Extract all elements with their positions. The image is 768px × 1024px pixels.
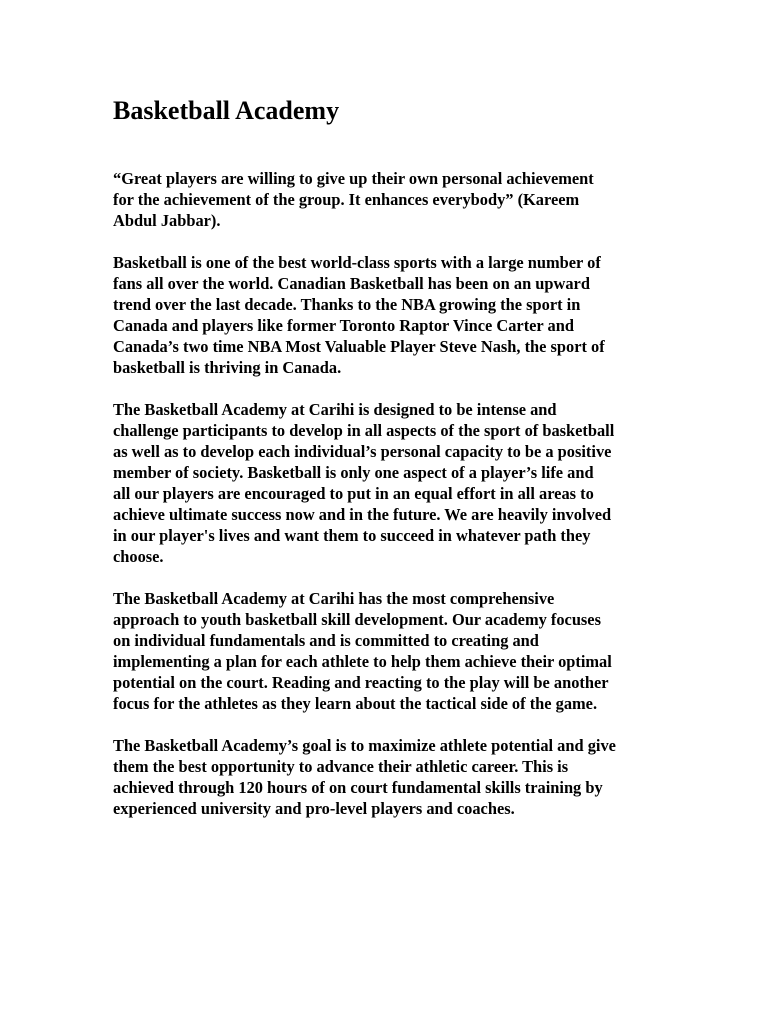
text-line: Basketball is one of the best world-class sports with a large number of bbox=[113, 253, 601, 272]
text-line: in our player's lives and want them to succeed in whatever path they bbox=[113, 526, 591, 545]
text-line: challenge participants to develop in all aspects of the sport of basketball bbox=[113, 421, 615, 440]
text-line: potential on the court. Reading and reacting to the play will be another bbox=[113, 673, 609, 692]
text-line: focus for the athletes as they learn about the tactical side of the game. bbox=[113, 694, 598, 713]
document-page bbox=[113, 96, 661, 840]
text-line: approach to youth basketball skill development. Our academy focuses bbox=[113, 610, 601, 629]
text-line: for the achievement of the group. It enhances everybody” (Kareem bbox=[113, 190, 580, 209]
text-line: The Basketball Academy’s goal is to maximize athlete potential and give bbox=[113, 736, 616, 755]
text-line: The Basketball Academy at Carihi has the most comprehensive bbox=[113, 589, 555, 608]
text-line: Canada and players like former Toronto Raptor Vince Carter and bbox=[113, 316, 574, 335]
text-line: achieved through 120 hours of on court fundamental skills training by bbox=[113, 778, 603, 797]
text-line: fans all over the world. Canadian Basketball has been on an upward bbox=[113, 274, 590, 293]
document-title: Basketball Academy bbox=[113, 96, 340, 125]
text-line: “Great players are willing to give up their own personal achievement bbox=[113, 169, 594, 188]
text-line: member of society. Basketball is only one aspect of a player’s life and bbox=[113, 463, 594, 482]
academy-design-paragraph bbox=[113, 399, 661, 567]
text-line: trend over the last decade. Thanks to the NBA growing the sport in bbox=[113, 295, 581, 314]
text-line: Abdul Jabbar). bbox=[113, 211, 221, 230]
text-line: implementing a plan for each athlete to help them achieve their optimal bbox=[113, 652, 612, 671]
text-line: basketball is thriving in Canada. bbox=[113, 358, 342, 377]
text-line: Canada’s two time NBA Most Valuable Player Steve Nash, the sport of bbox=[113, 337, 605, 356]
text-line: them the best opportunity to advance their athletic career. This is bbox=[113, 757, 569, 776]
text-line: achieve ultimate success now and in the future. We are heavily involved bbox=[113, 505, 612, 524]
goal-paragraph bbox=[113, 735, 661, 819]
text-line: all our players are encouraged to put in an equal effort in all areas to bbox=[113, 484, 594, 503]
text-line: The Basketball Academy at Carihi is designed to be intense and bbox=[113, 400, 557, 419]
text-line: experienced university and pro-level players and coaches. bbox=[113, 799, 515, 818]
text-line: choose. bbox=[113, 547, 164, 566]
intro-paragraph bbox=[113, 252, 661, 378]
text-line: as well as to develop each individual’s personal capacity to be a positive bbox=[113, 442, 612, 461]
text-line: on individual fundamentals and is committed to creating and bbox=[113, 631, 539, 650]
approach-paragraph bbox=[113, 588, 661, 714]
quote-paragraph bbox=[113, 168, 661, 231]
